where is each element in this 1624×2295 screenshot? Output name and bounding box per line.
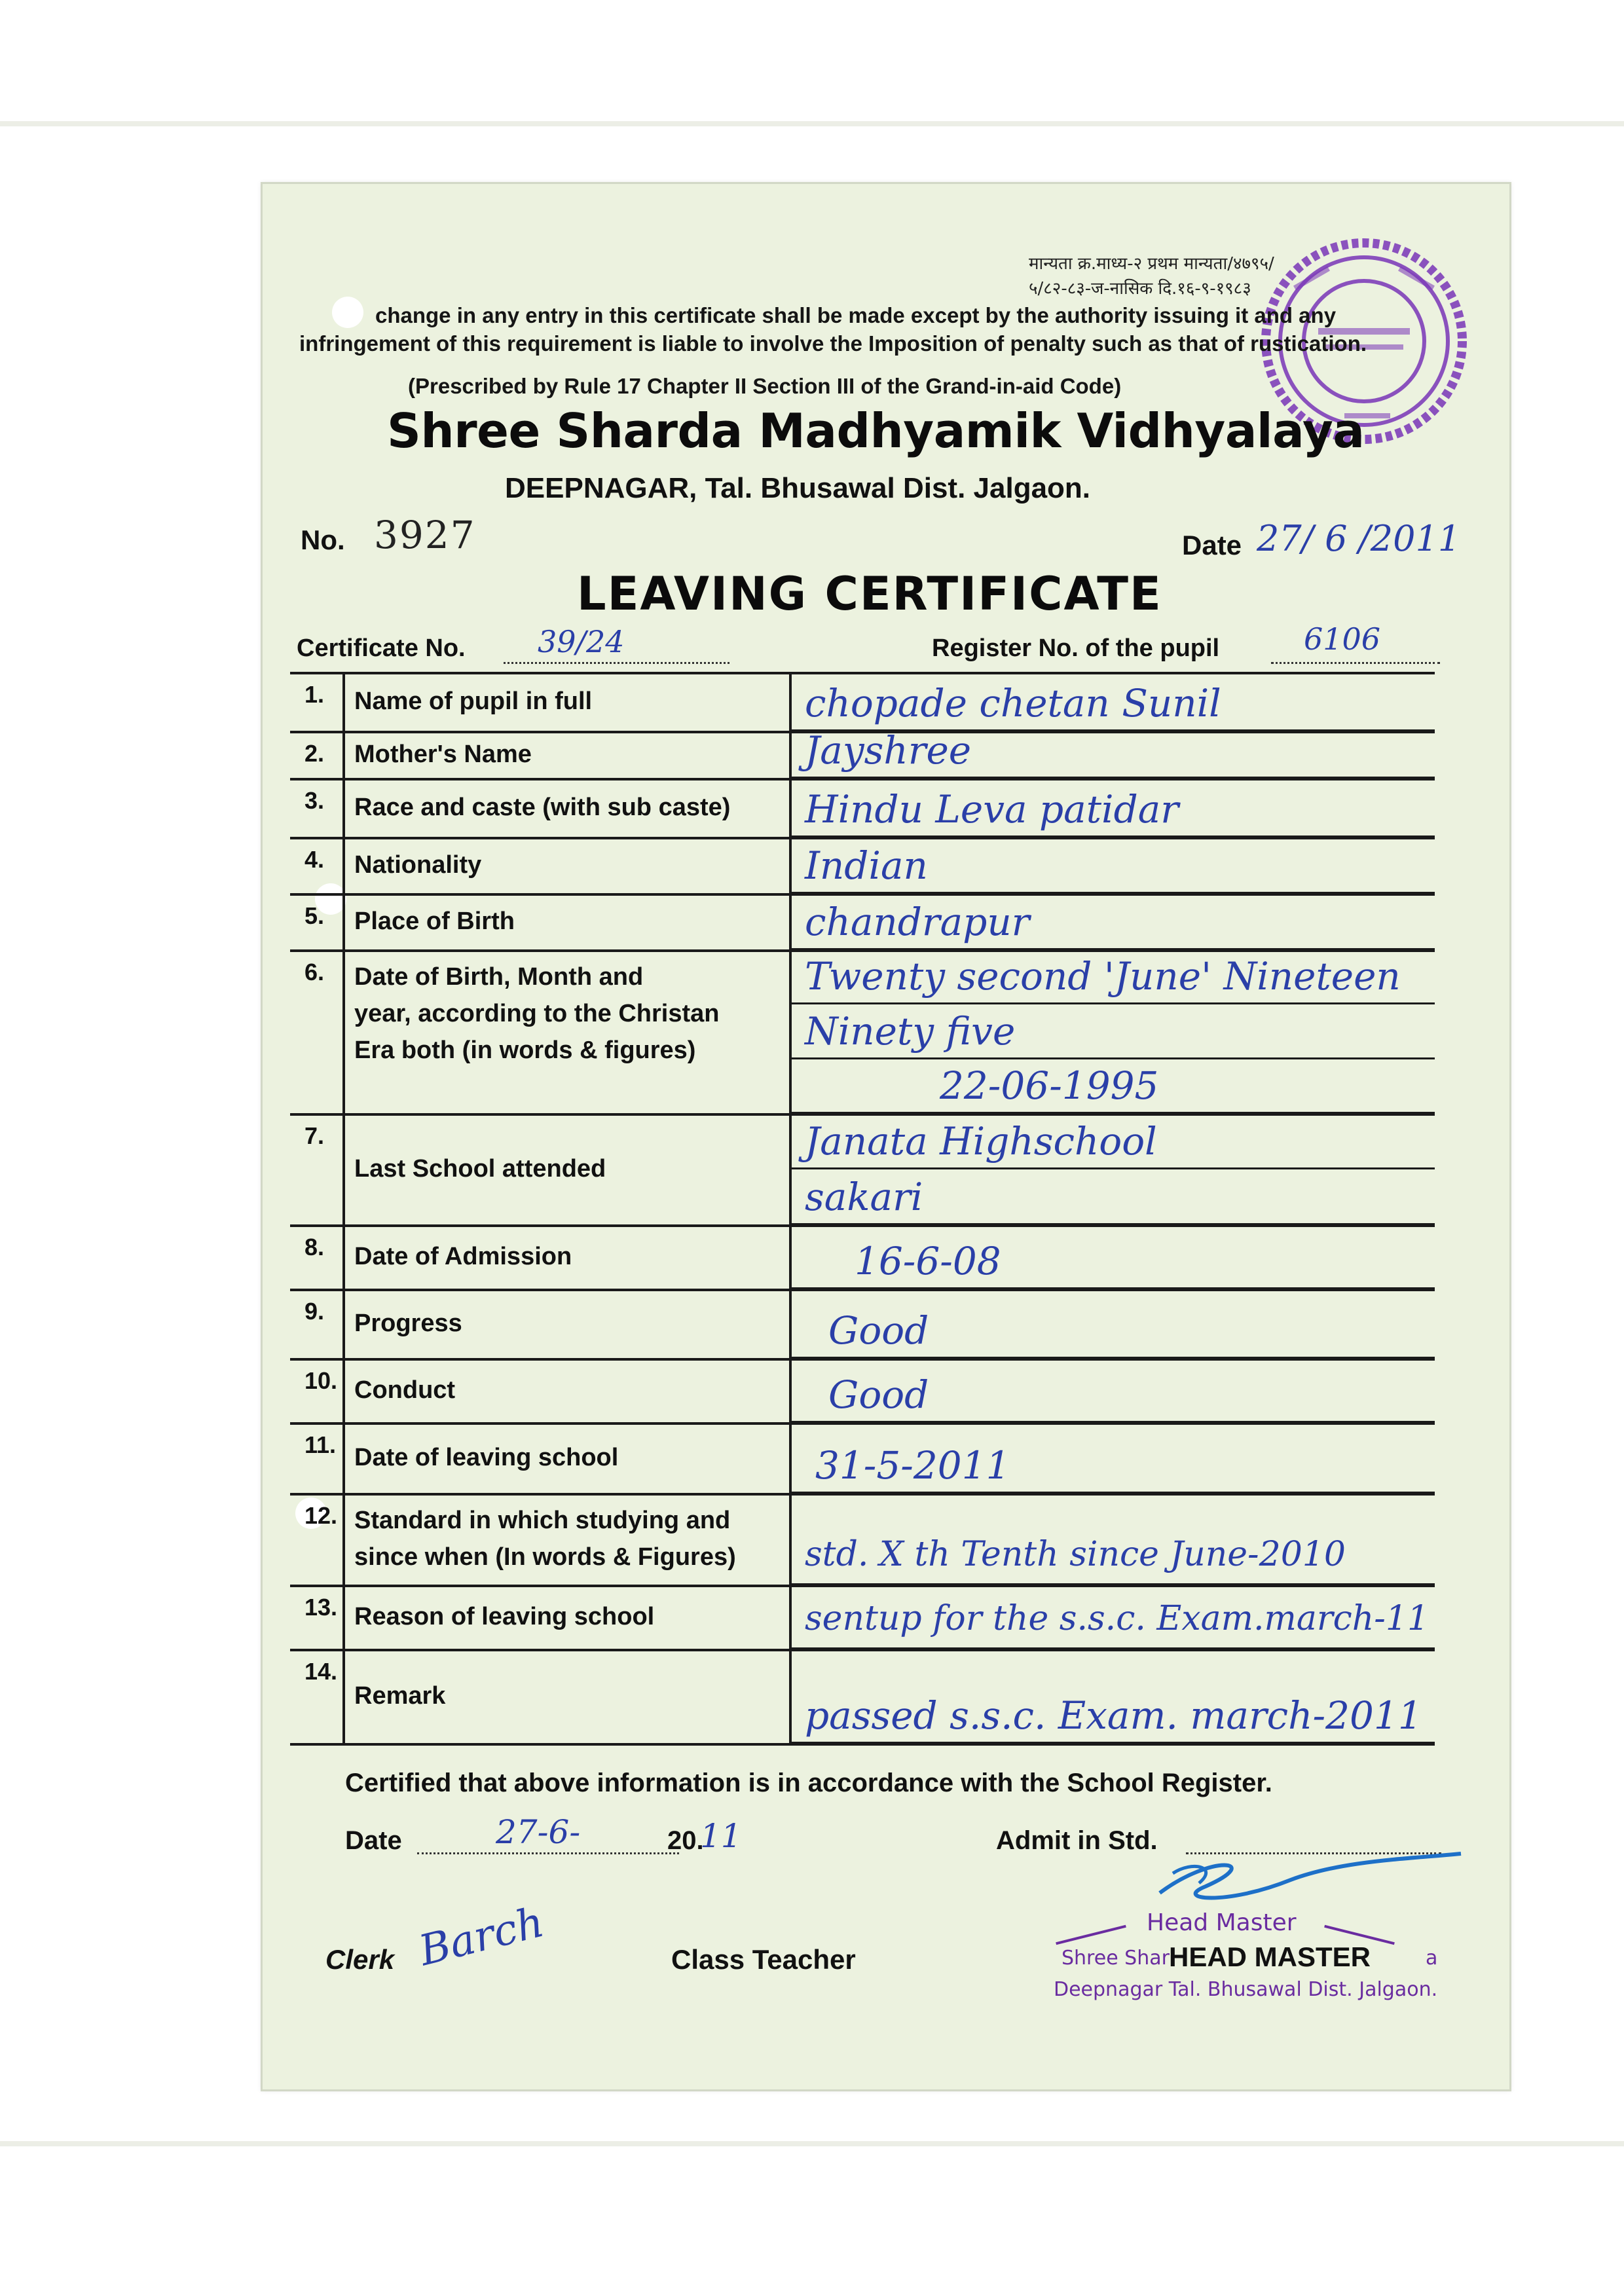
serial-no-label: No. [301,524,345,555]
school-address: DEEPNAGAR, Tal. Bhusawal Dist. Jalgaon. [505,472,1091,504]
row-divider [290,1585,1435,1587]
row-number: 12. [304,1502,338,1529]
row-label: Standard in which studying and [354,1507,731,1534]
head-master-label: HEAD MASTER [1169,1941,1371,1972]
row-label: Last School attended [354,1155,606,1183]
footer-date-year-prefix: 20. [667,1826,704,1855]
row-value: sakari [805,1175,923,1219]
row-divider [290,1743,1435,1746]
register-no-label: Register No. of the pupil [932,634,1220,662]
row-value: 16-6-08 [855,1239,1001,1283]
row-label: Remark [354,1682,446,1710]
row-label: Place of Birth [354,908,515,935]
recognition-line-1: मान्यता क्र.माध्य-२ प्रथम मान्यता/४७९५/ [1029,254,1274,274]
date-label: Date [1182,530,1242,560]
row-divider [290,837,1435,839]
row-number: 8. [304,1234,325,1260]
row-value: chopade chetan Sunil [805,681,1221,725]
footer-date-value: 27-6- [496,1813,581,1851]
footer-date-label: Date [345,1826,402,1855]
row-number: 3. [304,787,325,814]
label-column-line [789,672,792,1743]
certificate-title: LEAVING CERTIFICATE [577,567,1162,621]
row-number: 13. [304,1594,338,1621]
row-value: sentup for the s.s.c. Exam.march-11 [805,1599,1430,1638]
row-label: Conduct [354,1376,456,1404]
row-value: chandrapur [805,900,1030,944]
row-label: Progress [354,1310,462,1337]
row-number: 9. [304,1298,325,1325]
row-number: 6. [304,959,325,985]
number-column-line [342,672,345,1743]
row-number: 7. [304,1122,325,1149]
notice-line-1: change in any entry in this certificate shall be made except by the authority issuing it and any [375,303,1337,327]
row-label: Race and caste (with sub caste) [354,794,731,821]
certificate-no-label: Certificate No. [297,634,466,662]
prescribed-rule: (Prescribed by Rule 17 Chapter II Section III of the Grand-in-aid Code) [408,374,1122,398]
row-label: Date of Admission [354,1243,572,1270]
row-number: 14. [304,1658,338,1685]
row-value: std. X th Tenth since June-2010 [805,1535,1346,1574]
row-number: 5. [304,902,325,929]
row-value: passed s.s.c. Exam. march-2011 [805,1693,1422,1738]
row-number: 1. [304,681,325,708]
row-divider [290,893,1435,896]
row-value: Janata Highschool [805,1119,1157,1164]
row-value: 31-5-2011 [815,1443,1010,1488]
row-divider [290,778,1435,780]
row-value: Jayshree [805,728,972,773]
row-label: Date of Birth, Month and [354,963,644,991]
school-name: Shree Sharda Madhyamik Vidhyalaya [387,403,1365,458]
row-label: since when (In words & Figures) [354,1543,736,1571]
row-value: Twenty second 'June' Nineteen [805,954,1401,999]
punch-hole-top [332,297,363,328]
row-label: Reason of leaving school [354,1603,655,1630]
clerk-label: Clerk [325,1944,395,1975]
row-label: Name of pupil in full [354,688,593,715]
row-number: 11. [304,1431,337,1458]
date-value: 27/ 6 /2011 [1257,518,1461,559]
row-label: year, according to the Christan [354,1000,720,1027]
row-value: Hindu Leva patidar [805,787,1179,832]
row-divider [290,949,1435,952]
scan-edge-top [0,121,1624,126]
row-value: Ninety five [805,1008,1016,1054]
hm-stamp-right: a [1426,1947,1438,1970]
table-top-border [290,672,1435,674]
row-value: Good [828,1372,929,1417]
row-divider [290,1422,1435,1425]
hm-stamp-left: Shree Shar [1061,1947,1170,1970]
footer-date-year: 11 [700,1817,742,1855]
admit-in-std-label: Admit in Std. [996,1826,1158,1855]
row-value: Good [828,1308,929,1353]
serial-no-value: 3927 [374,513,476,557]
notice-line-2: infringement of this requirement is liable to involve the Imposition of penalty such as that of rustication. [299,331,1367,356]
row-label: Mother's Name [354,741,532,768]
row-divider [290,1493,1435,1496]
row-label: Era both (in words & figures) [354,1037,696,1064]
hm-stamp-top: Head Master [1147,1909,1297,1936]
register-no-value: 6106 [1304,621,1381,657]
row-divider [290,1289,1435,1291]
row-label: Nationality [354,851,482,879]
hm-stamp-bottom: Deepnagar Tal. Bhusawal Dist. Jalgaon. [1054,1978,1438,2001]
row-number: 2. [304,740,325,767]
row-number: 4. [304,846,325,873]
certified-statement: Certified that above information is in accordance with the School Register. [345,1769,1272,1797]
clerk-signature: Barch [414,1898,549,1976]
row-divider [290,1649,1435,1651]
head-master-signature-icon [1134,1847,1474,1919]
recognition-line-2: ५/८२-८३-ज-नासिक दि.१६-९-१९८३ [1029,279,1251,299]
scan-edge-bottom [0,2141,1624,2146]
row-value: 22-06-1995 [940,1063,1159,1108]
certificate-sheet [261,182,1511,2091]
certificate-no-value: 39/24 [538,624,625,659]
row-number: 10. [304,1367,338,1394]
row-divider [290,1224,1435,1227]
row-label: Date of leaving school [354,1444,619,1471]
row-divider [290,1358,1435,1361]
class-teacher-label: Class Teacher [671,1944,856,1975]
row-divider [290,1113,1435,1116]
row-value: Indian [805,843,928,888]
